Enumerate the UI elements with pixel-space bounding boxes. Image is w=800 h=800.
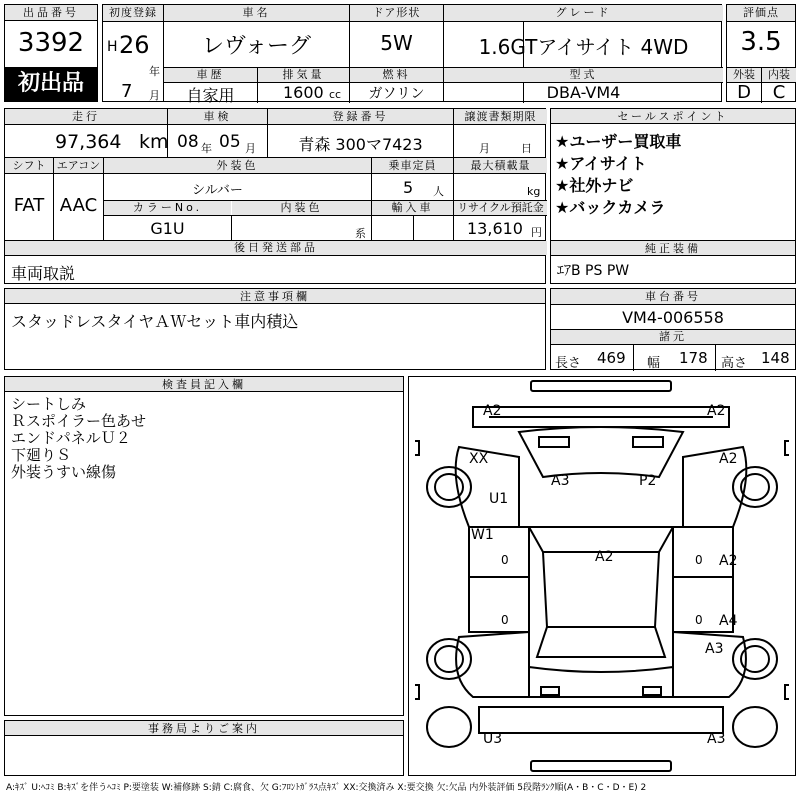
equipment: ｴｱB PS PW (557, 263, 630, 279)
office-box (4, 720, 404, 776)
damage-mark: A3 (551, 473, 570, 489)
aircon-type: AAC (59, 195, 98, 216)
interior-label: 内装 (762, 68, 796, 82)
damage-mark: U3 (483, 731, 503, 747)
inspector-note: Ｒスポイラー色あせ (11, 412, 147, 430)
notes-box (4, 288, 546, 370)
inspector-note: 下廻りＳ (11, 446, 72, 464)
transfer-deadline-label: 譲渡書類期限 (454, 109, 547, 124)
damage-mark: U1 (489, 491, 509, 507)
displacement-label: 排気量 (258, 68, 349, 82)
seats-label: 乗車定員 (372, 158, 453, 173)
score-label: 評価点 (727, 5, 795, 21)
damage-mark: A3 (705, 641, 724, 657)
legend: A:ｷｽﾞ U:ﾍｺﾐ B:ｷｽﾞを伴うﾍｺﾐ P:要塗装 W:補修跡 S:錆 C:腐食、欠 G:ﾌﾛﾝﾄｶﾞﾗｽ点ｷｽﾞ XX:交換済み X:要交換 欠:欠品 内外装評価 5段階ﾗﾝｸ順(A・B・C・D・E) 2 (6, 783, 647, 793)
inspector-box (4, 376, 404, 716)
max-load-label: 最大積載量 (454, 158, 547, 173)
inspection-year-unit: 年 (201, 142, 212, 155)
chassis-label: 車台番号 (551, 289, 795, 304)
specs-label: 諸元 (551, 330, 795, 344)
recycle-unit: 円 (531, 226, 542, 239)
inspector-note: エンドパネルＵ２ (11, 429, 131, 447)
inspector-note: 外装うすい線傷 (11, 463, 117, 481)
plate-number: 青森 300マ7423 (298, 135, 423, 154)
damage-mark: A2 (595, 549, 614, 565)
fuel: ガソリン (368, 86, 425, 102)
car-diagram (409, 377, 795, 775)
color-no-label: カラーNo. (104, 201, 231, 215)
history-label: 車歴 (164, 68, 257, 82)
sales-point-item: ★バックカメラ (555, 198, 666, 217)
length: 469 (597, 349, 626, 367)
model-code-label: 型式 (444, 68, 723, 82)
damage-diagram-box (408, 376, 796, 776)
sales-point-item: ★アイサイト (555, 154, 647, 173)
plate-label: 登録番号 (268, 109, 453, 124)
recycle-label: リサイクル預託金 (454, 201, 547, 215)
lot-number-label: 出品番号 (5, 5, 97, 21)
door-count-mark: 0 (695, 553, 703, 567)
height: 148 (761, 349, 790, 367)
displacement-unit: cc (329, 88, 342, 101)
lot-number: 3392 (17, 28, 85, 58)
notes: スタッドレスタイヤＡＷセット車内積込 (11, 312, 299, 331)
inspection-year: 08 (177, 132, 199, 152)
office-label: 事務局よりご案内 (5, 721, 403, 736)
lot-number-box (4, 4, 98, 102)
exterior-color-label: 外装色 (104, 158, 371, 173)
overall-score: 3.5 (740, 27, 782, 57)
aircon-label: エアコン (54, 158, 103, 173)
fuel-label: 燃料 (350, 68, 443, 82)
color-no: G1U (150, 219, 185, 238)
inspector-label: 検査員記入欄 (5, 377, 403, 392)
transfer-day-unit: 日 (521, 142, 532, 155)
exterior-grade: D (737, 82, 751, 103)
year-unit: 年 (149, 65, 160, 78)
details-box (4, 108, 546, 284)
vehicle-header-box (102, 4, 722, 105)
exterior-label: 外装 (727, 68, 761, 82)
interior-color-label: 内装色 (232, 201, 371, 215)
exterior-color: シルバー (192, 183, 243, 198)
car-name-label: 車名 (164, 5, 349, 21)
model-code: DBA-VM4 (546, 83, 621, 102)
damage-mark: P2 (639, 473, 657, 489)
recycle-fee: 13,610 (467, 219, 523, 238)
inspection-month-unit: 月 (245, 142, 256, 155)
notes-label: 注意事項欄 (5, 289, 545, 304)
damage-mark: A2 (483, 403, 502, 419)
history: 自家用 (186, 86, 235, 105)
era-code: H (107, 39, 118, 55)
transfer-month-unit: 月 (479, 142, 490, 155)
score-box (726, 4, 796, 102)
shift-label: シフト (5, 158, 53, 173)
inspector-note: シートしみ (11, 395, 87, 413)
inspection-label: 車検 (168, 109, 267, 124)
length-label: 長さ (555, 356, 582, 371)
damage-mark: A2 (719, 451, 738, 467)
damage-mark: XX (469, 451, 489, 467)
later-parts-label: 後日発送部品 (5, 241, 547, 255)
damage-mark: A4 (719, 613, 738, 629)
width: 178 (679, 349, 708, 367)
sales-point-box (550, 108, 796, 241)
displacement: 1600 (283, 83, 324, 102)
sales-point-item: ★社外ナビ (555, 176, 634, 195)
width-label: 幅 (647, 356, 661, 371)
max-load-unit: kg (527, 185, 541, 198)
grade-label: グレード (444, 5, 723, 21)
height-label: 高さ (721, 356, 748, 371)
damage-mark: A2 (707, 403, 726, 419)
sales-point-label: セールスポイント (551, 109, 795, 124)
interior-color-unit: 系 (355, 227, 366, 240)
mileage: 97,364 (55, 131, 122, 153)
damage-mark: A2 (719, 553, 738, 569)
registration-month: 7 (121, 81, 133, 102)
damage-mark: A3 (707, 731, 726, 747)
grade: 1.6GTアイサイト 4WD (478, 35, 689, 59)
interior-grade: C (772, 82, 786, 103)
month-unit: 月 (149, 89, 160, 102)
mileage-label: 走行 (5, 109, 167, 124)
first-registration-label: 初度登録 (103, 5, 163, 21)
registration-year: 26 (119, 31, 150, 59)
car-name: レヴォーグ (201, 34, 312, 59)
damage-mark: W1 (471, 527, 494, 543)
sales-point-item: ★ユーザー買取車 (555, 132, 682, 151)
later-parts: 車両取説 (11, 264, 76, 283)
seats: 5 (403, 178, 414, 197)
door-type: 5W (380, 31, 413, 55)
equipment-box (550, 240, 796, 284)
door-count-mark: 0 (501, 553, 509, 567)
shift-type: FAT (13, 195, 45, 216)
equipment-label: 純正装備 (551, 241, 795, 256)
door-count-mark: 0 (501, 613, 509, 627)
first-listing-badge: 初出品 (5, 67, 97, 101)
import-label: 輸入車 (372, 201, 453, 215)
chassis-box (550, 288, 796, 370)
mileage-unit: km (139, 131, 169, 153)
chassis-number: VM4-006558 (622, 308, 724, 327)
seats-unit: 人 (433, 185, 444, 198)
inspection-month: 05 (219, 132, 241, 152)
door-count-mark: 0 (695, 613, 703, 627)
door-type-label: ドア形状 (350, 5, 443, 21)
